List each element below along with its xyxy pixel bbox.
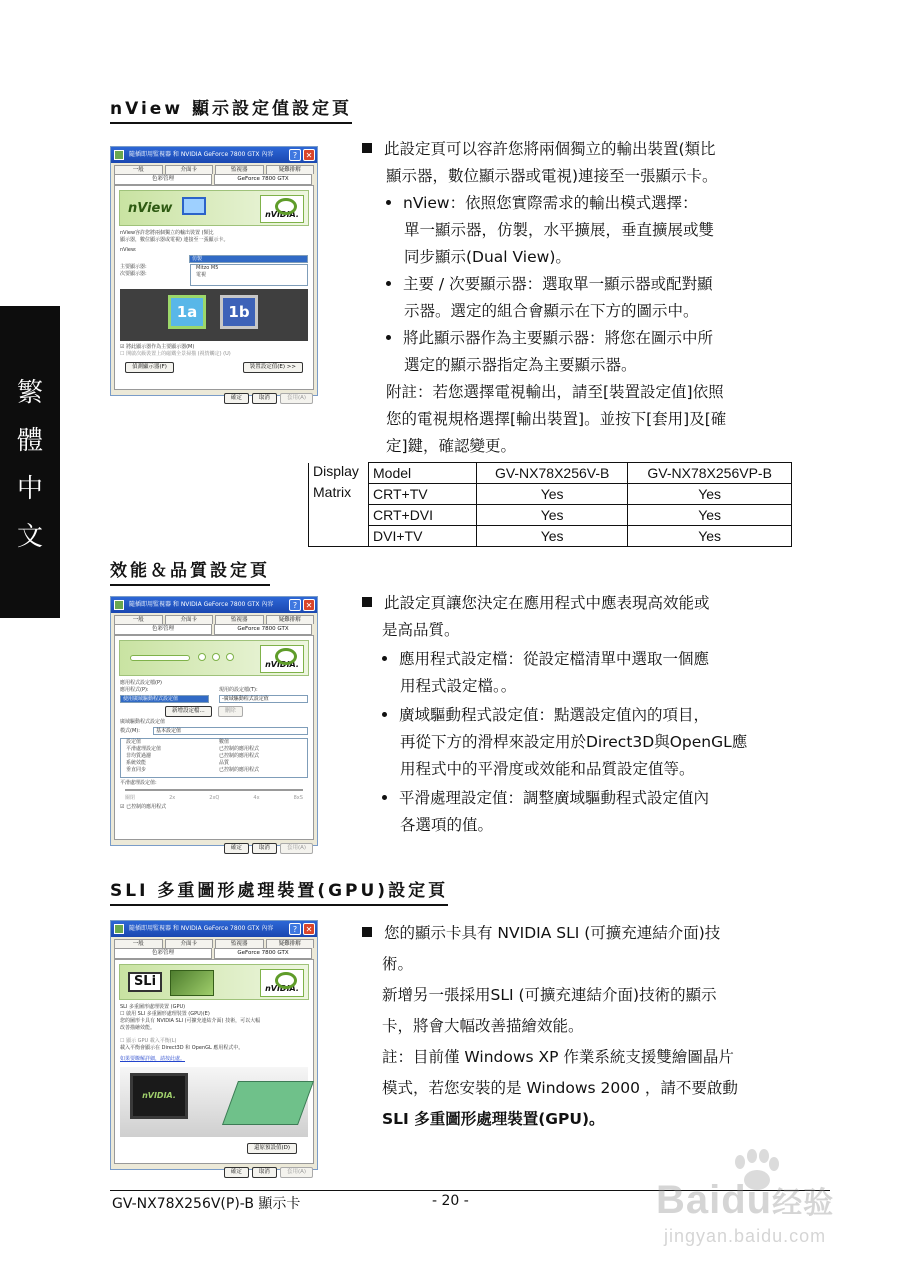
- graphics-card-icon: [170, 970, 214, 996]
- load-balance-checkbox: ☐ 顯示 GPU 載入平衡(L): [120, 1038, 177, 1044]
- table-cell: Yes: [628, 484, 792, 505]
- restore-defaults-button: 還原預設值(D): [247, 1143, 297, 1154]
- cancel-button: 取消: [252, 393, 277, 404]
- slider-track: [125, 789, 303, 791]
- dot-icon: [226, 653, 234, 661]
- text-line: 是高品質。: [382, 621, 460, 639]
- side-tab-char: 中: [16, 474, 43, 504]
- app-label: 應用程式(P):: [120, 687, 149, 693]
- table-cell: Yes: [477, 484, 628, 505]
- text-line: 新增另一張採用SLI (可擴充連結介面)技術的顯示: [382, 986, 717, 1004]
- text-line: 再從下方的滑桿來設定用於Direct3D與OpenGL應: [400, 733, 748, 751]
- dialog-title: 隨插即用監視器 和 NVIDIA GeForce 7800 GTX 內容: [129, 601, 274, 608]
- window-icon: [114, 600, 124, 610]
- table-cell: Yes: [477, 526, 628, 547]
- text-line: 註：目前僅 Windows XP 作業系統支援雙繪圖晶片: [382, 1048, 734, 1066]
- bullet-dot-icon: [382, 712, 387, 717]
- table-cell: Yes: [628, 505, 792, 526]
- baidu-watermark: [656, 1148, 856, 1248]
- window-icon: [114, 150, 124, 160]
- side-tab-char: 繁: [16, 378, 43, 408]
- new-profile-button: 新增設定檔...: [165, 706, 212, 717]
- close-icon: ✕: [303, 923, 315, 935]
- bullet-square-icon: [362, 597, 372, 607]
- global-group-label: 廣域驅動程式設定值: [120, 719, 166, 725]
- current-profile-label: 現用的設定檔(T):: [219, 687, 258, 693]
- text-line: 主要 / 次要顯示器：選取單一顯示器或配對顯: [362, 271, 726, 298]
- text-line: 廣域驅動程式設定值：點選設定值內的項目，: [362, 702, 747, 729]
- tab-monitor: 監視器: [215, 615, 264, 624]
- profile-group-label: 應用程式設定檔(P): [120, 680, 162, 686]
- performance-banner: [119, 640, 309, 676]
- sli-dialog-screenshot: [110, 920, 318, 1175]
- nvidia-logo: nVIDIA.: [260, 969, 304, 997]
- page-number: - 20 -: [432, 1193, 469, 1209]
- device-settings-button: 裝置設定值(E) >>: [243, 362, 303, 373]
- table-cell: CRT+DVI: [369, 505, 477, 526]
- tab-monitor: 監視器: [215, 939, 264, 948]
- more-info-link: 如果要瞭解詳細，請按此處。: [120, 1056, 186, 1062]
- dialog-titlebar: [111, 597, 317, 613]
- apply-button: 套用(A): [280, 393, 313, 404]
- apply-button: 套用(A): [280, 843, 313, 854]
- table-row: [309, 463, 792, 484]
- footer-model: GV-NX78X256V(P)-B 顯示卡: [112, 1196, 301, 1212]
- sli-logo: SLi: [128, 972, 162, 992]
- tab-color: 色彩管理: [114, 624, 212, 635]
- matrix-label-blank: [309, 505, 369, 526]
- device-item: 電視: [196, 272, 207, 278]
- primary-display-checkbox: ☑ 將此顯示器作為主要顯示器(M): [120, 344, 195, 350]
- text-line: 卡，將會大幅改善描繪效能。: [382, 1017, 584, 1035]
- dialog-titlebar: [111, 921, 317, 937]
- tab-adapter: 介面卡: [165, 939, 214, 948]
- tab-general: 一般: [114, 165, 163, 174]
- slider-graphic: [130, 655, 190, 661]
- text-line: 平滑處理設定值：調整廣域驅動程式設定值內: [362, 785, 747, 812]
- device-item: Mitzo M5: [196, 265, 219, 271]
- nview-banner: [119, 190, 309, 226]
- motherboard-icon: [222, 1081, 314, 1125]
- tab-troubleshoot: 疑難排解: [266, 165, 315, 174]
- nview-logo: nView: [128, 201, 173, 216]
- text-line: 應用程式設定檔：從設定檔清單中選取一個應: [362, 646, 747, 673]
- text-line: 您的電視規格選擇[輸出裝置]。並按下[套用]及[確: [386, 410, 727, 428]
- section-title-performance: 效能＆品質設定頁: [110, 556, 270, 586]
- performance-description: [362, 590, 747, 839]
- tab-adapter: 介面卡: [165, 615, 214, 624]
- apply-button: 套用(A): [280, 1167, 313, 1178]
- bullet-dot-icon: [386, 281, 391, 286]
- mode-select: 基本設定值: [153, 727, 308, 735]
- tab-color: 色彩管理: [114, 948, 212, 959]
- secondary-display-label: 次要顯示器:: [120, 271, 147, 277]
- primary-display-label: 主要顯示器:: [120, 264, 147, 270]
- text-line: 各選項的值。: [400, 816, 494, 834]
- text-line: 示器。選定的組合會顯示在下方的圖示中。: [404, 302, 699, 320]
- bullet-dot-icon: [386, 335, 391, 340]
- slider-tick: 2x: [169, 795, 176, 801]
- tab-geforce: GeForce 7800 GTX: [214, 948, 312, 959]
- list-item: 平滑處理設定值 已控制的應用程式: [126, 746, 260, 752]
- section-title-sli: SLI 多重圖形處理裝置(GPU)設定頁: [110, 876, 448, 906]
- bullet-dot-icon: [382, 656, 387, 661]
- tab-geforce: GeForce 7800 GTX: [214, 624, 312, 635]
- delete-button: 刪除: [218, 706, 243, 717]
- table-cell: DVI+TV: [369, 526, 477, 547]
- slider-tick: 2xQ: [209, 795, 220, 801]
- tab-color: 色彩管理: [114, 174, 212, 185]
- slider-label: 平滑處理設定值:: [120, 780, 157, 786]
- load-balance-desc: 載入平衡會顯示在 Direct3D 和 OpenGL 應用程式中。: [120, 1045, 244, 1051]
- ok-button: 確定: [224, 393, 249, 404]
- text-line: 選定的顯示器指定為主要顯示器。: [404, 356, 637, 374]
- sli-group-label: SLI 多重圖形處理裝置 (GPU): [120, 1004, 186, 1010]
- text-line: nView：依照您實際需求的輸出模式選擇：: [362, 190, 726, 217]
- tab-troubleshoot: 疑難排解: [266, 615, 315, 624]
- close-icon: ✕: [303, 599, 315, 611]
- watermark-brand: Baidu经验: [656, 1178, 835, 1222]
- table-cell: Yes: [477, 505, 628, 526]
- display-matrix-table: [308, 462, 792, 547]
- dialog-title: 隨插即用監視器 和 NVIDIA GeForce 7800 GTX 內容: [129, 151, 274, 158]
- tab-troubleshoot: 疑難排解: [266, 939, 315, 948]
- table-cell: CRT+TV: [369, 484, 477, 505]
- list-header: 設定值: [126, 739, 142, 745]
- text-line: 顯示器，數位顯示器或電視)連接至一張顯示卡。: [386, 167, 718, 185]
- text-line: 單一顯示器，仿製，水平擴展，垂直擴展或雙: [404, 221, 715, 239]
- text-line: 此設定頁讓您決定在應用程式中應表現高效能或: [362, 590, 747, 617]
- dot-icon: [212, 653, 220, 661]
- app-control-checkbox: ☑ 已控制的應用程式: [120, 804, 167, 810]
- ok-button: 確定: [224, 843, 249, 854]
- pan-checkbox: ☐ 開啟次級裝置上的磁鐵全景掃描 (視情觸定) (U): [120, 351, 231, 357]
- matrix-label-blank: [309, 526, 369, 547]
- text-line: 將此顯示器作為主要顯示器：將您在圖示中所: [362, 325, 726, 352]
- bullet-dot-icon: [386, 200, 391, 205]
- nvidia-logo: nVIDIA.: [260, 645, 304, 673]
- tab-general: 一般: [114, 615, 163, 624]
- performance-dialog-screenshot: [110, 596, 318, 851]
- text-line: 模式，若您安裝的是 Windows 2000 ，請不要啟動: [382, 1079, 738, 1097]
- text-line: 同步顯示(Dual View)。: [404, 248, 571, 266]
- list-item: 垂直同步 已控制的應用程式: [126, 767, 260, 773]
- slider-tick: 4x: [253, 795, 260, 801]
- text-line: 術。: [382, 955, 414, 973]
- table-header: GV-NX78X256VP-B: [628, 463, 792, 484]
- side-tab-char: 文: [16, 522, 43, 552]
- dot-icon: [198, 653, 206, 661]
- settings-list: [120, 738, 308, 778]
- tab-general: 一般: [114, 939, 163, 948]
- app-select: 使用廣域驅動程式設定值: [120, 695, 209, 703]
- bullet-square-icon: [362, 927, 372, 937]
- ok-button: 確定: [224, 1167, 249, 1178]
- help-icon: ?: [289, 599, 301, 611]
- mode-label: 模式(M):: [120, 727, 140, 734]
- monitor-icon: nVIDIA.: [130, 1073, 188, 1119]
- list-header: 數值: [219, 739, 230, 745]
- nview-dialog-screenshot: [110, 146, 318, 401]
- dialog-title: 隨插即用監視器 和 NVIDIA GeForce 7800 GTX 內容: [129, 925, 274, 932]
- language-side-tab: [0, 306, 60, 618]
- nview-mode-select: 仿製: [189, 255, 308, 263]
- text-line: 用程式中的平滑度或效能和品質設定值等。: [400, 760, 695, 778]
- dialog-titlebar: [111, 147, 317, 163]
- enable-sli-checkbox: ☐ 啟用 SLI 多重圖形處理裝置 (GPU)(E): [120, 1011, 210, 1017]
- help-icon: ?: [289, 149, 301, 161]
- current-profile-select: -廣域驅動程式設定值: [219, 695, 308, 703]
- list-item: 系統效能 品質: [126, 760, 230, 766]
- sli-illustration: [120, 1067, 308, 1137]
- slider-tick: 關閉: [125, 795, 136, 801]
- watermark-url: jingyan.baidu.com: [664, 1226, 827, 1246]
- sli-desc: 改善描繪效能。: [120, 1025, 156, 1031]
- table-header: GV-NX78X256V-B: [477, 463, 628, 484]
- list-item: 非均質過濾 已控制的應用程式: [126, 753, 260, 759]
- slider-tick: 8xS: [293, 795, 303, 801]
- monitor-1b: 1b: [220, 295, 258, 329]
- text-line: 附註：若您選擇電視輸出，請至[裝置設定值]依照: [386, 383, 724, 401]
- tab-monitor: 監視器: [215, 165, 264, 174]
- detect-displays-button: 偵測顯示器(F): [125, 362, 174, 373]
- sli-desc: 您的圖形卡具有 NVIDIA SLI (可擴充連結介面) 技術，可以大幅: [120, 1018, 261, 1024]
- close-icon: ✕: [303, 149, 315, 161]
- tab-adapter: 介面卡: [165, 165, 214, 174]
- display-preview: [120, 289, 308, 341]
- matrix-label: Display: [309, 463, 369, 484]
- sli-banner: [119, 964, 309, 1000]
- nview-mode-label: nView:: [120, 247, 137, 253]
- table-row: [309, 484, 792, 505]
- monitor-1a: 1a: [168, 295, 206, 329]
- bullet-square-icon: [362, 143, 372, 153]
- table-row: [309, 505, 792, 526]
- nvidia-logo: nVIDIA.: [260, 195, 304, 223]
- text-line: 定]鍵，確認變更。: [386, 437, 517, 455]
- text-line: 此設定頁可以容許您將兩個獨立的輸出裝置(類比: [362, 136, 726, 163]
- bullet-dot-icon: [382, 795, 387, 800]
- tab-geforce: GeForce 7800 GTX: [214, 174, 312, 185]
- nview-desc: 顯示器，數位顯示器或電視) 連接至一張顯示卡。: [120, 237, 229, 243]
- monitor-icon: [182, 197, 206, 215]
- text-line: 用程式設定檔。。: [400, 677, 517, 695]
- help-icon: ?: [289, 923, 301, 935]
- section-title-nview: nView 顯示設定值設定頁: [110, 94, 352, 124]
- table-row: [309, 526, 792, 547]
- cancel-button: 取消: [252, 1167, 277, 1178]
- table-header: Model: [369, 463, 477, 484]
- cancel-button: 取消: [252, 843, 277, 854]
- matrix-label: Matrix: [309, 484, 369, 505]
- nview-desc: nView容許您將兩個獨立的輸出裝置 (類比: [120, 230, 214, 236]
- window-icon: [114, 924, 124, 934]
- table-cell: Yes: [628, 526, 792, 547]
- side-tab-char: 體: [16, 426, 43, 456]
- sli-description: [362, 918, 738, 1135]
- text-line: SLI 多重圖形處理裝置(GPU)。: [382, 1110, 605, 1128]
- text-line: 您的顯示卡具有 NVIDIA SLI (可擴充連結介面)技: [362, 918, 738, 949]
- nview-description: [362, 136, 726, 460]
